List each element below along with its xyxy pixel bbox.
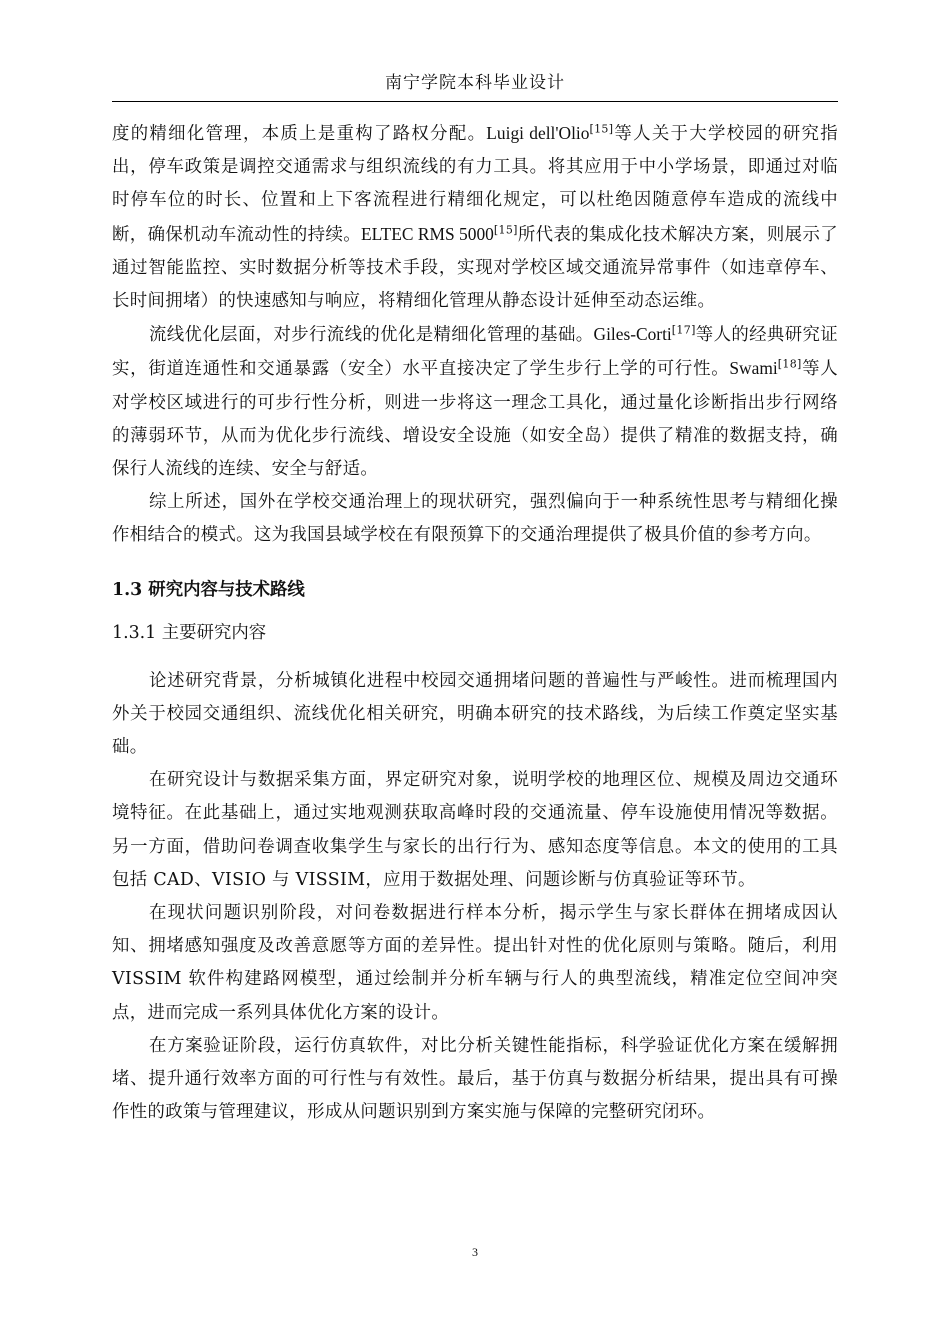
paragraph-5: 在研究设计与数据采集方面，界定研究对象，说明学校的地理区位、规模及周边交通环境特征。在此基础上，通过实地观测获取高峰时段的交通流量、停车设施使用情况等数据。另一方面，借助问卷调查收集学生与家长的出行行为、感知态度等信息。本文的使用的工具包括 CAD、VISIO 与 VISSIM，应用于数据处理、问题诊断与仿真验证等环节。 bbox=[112, 770, 838, 890]
paragraph-1-text-g: 所代表的集成化技术解决方案，则展示了通过智能监控、实时数据分析等技术手段，实现对学校区域交通流异常事件（如违章停车、长时间拥堵）的快速感知与响应，将精细化管理从静态设计延伸至动态运维。 bbox=[112, 224, 838, 312]
system-name-eltec: ELTEC RMS 5000 bbox=[361, 223, 494, 244]
paragraph-6: 在现状问题识别阶段，对问卷数据进行样本分析，揭示学生与家长群体在拥堵成因认知、拥堵感知强度及改善意愿等方面的差异性。提出针对性的优化原则与策略。随后，利用 VISSIM 软件构建路网模型，通过绘制并分析车辆与行人的典型流线，精准定位空间冲突点，进而完成一系列具体优化方案的设计。 bbox=[112, 903, 838, 1023]
citation-18: [18] bbox=[777, 357, 802, 371]
paragraph-2-text-g: 等人对学校区域进行的可步行性分析，则进一步将这一理念工具化，通过量化诊断指出步行网络的薄弱环节，从而为优化步行流线、增设安全设施（如安全岛）提供了精准的数据支持，确保行人流线的连续、安全与舒适。 bbox=[112, 359, 839, 480]
paragraph-7: 在方案验证阶段，运行仿真软件，对比分析关键性能指标，科学验证优化方案在缓解拥堵、提升通行效率方面的可行性与有效性。最后，基于仿真与数据分析结果，提出具有可操作性的政策与管理建议，形成从问题识别到方案实施与保障的完整研究闭环。 bbox=[112, 1035, 838, 1123]
section-heading: 1.3 研究内容与技术路线 bbox=[112, 579, 305, 600]
running-header: 南宁学院本科毕业设计 bbox=[385, 73, 565, 93]
paragraph-1-text-d: 等人关于大学校园的研究指出，停车政策是调控交通需求与组织流线的有力工具。将其应用于中小学场景，即通过对临时停车位的时长、位置和上下客流程进行精细化规定，可以杜绝因随意停车造成的流线中断，确保机动车流动性的持续。 bbox=[112, 124, 838, 245]
subsection-heading: 1.3.1 主要研究内容 bbox=[112, 622, 267, 643]
author-name-giles-corti: Giles-Corti bbox=[593, 324, 672, 345]
citation-17: [17] bbox=[671, 323, 696, 337]
paragraph-2 bbox=[112, 318, 838, 486]
paragraph-4: 论述研究背景，分析城镇化进程中校园交通拥堵问题的普遍性与严峻性。进而梳理国内外关于校园交通组织、流线优化相关研究，明确本研究的技术路线，为后续工作奠定坚实基础。 bbox=[112, 670, 838, 758]
header-divider bbox=[112, 101, 838, 102]
paragraph-3: 综上所述，国外在学校交通治理上的现状研究，强烈偏向于一种系统性思考与精细化操作相结合的模式。这为我国县域学校在有限预算下的交通治理提供了极具价值的参考方向。 bbox=[112, 492, 838, 546]
page-number: 3 bbox=[472, 1245, 478, 1259]
citation-15: [15] bbox=[589, 122, 614, 136]
paragraph-2-text-d: 等人的经典研究证实，街道连通性和交通暴露（安全）水平直接决定了学生步行上学的可行性。 bbox=[112, 325, 838, 380]
citation-15-second: [15] bbox=[493, 223, 518, 237]
paragraph-2-text-a: 流线优化层面，对步行流线的优化是精细化管理的基础。 bbox=[149, 325, 594, 346]
paragraph-1-text-a: 度的精细化管理，本质上是重构了路权分配。 bbox=[112, 124, 487, 144]
body-text bbox=[112, 117, 838, 1129]
author-name-swami: Swami bbox=[729, 358, 778, 379]
paragraph-1 bbox=[112, 117, 838, 318]
author-name-dell-olio: Luigi dell'Olio bbox=[486, 123, 590, 143]
